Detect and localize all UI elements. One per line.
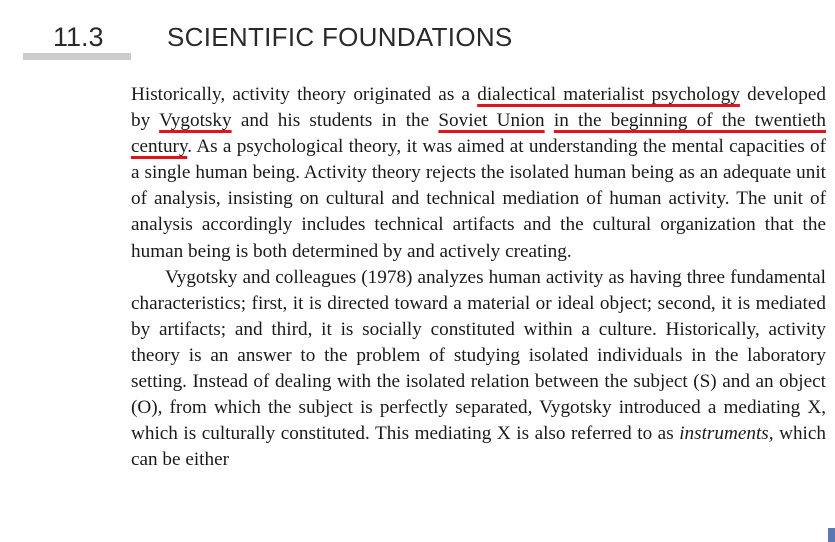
underline-annotation: Soviet Union (438, 110, 545, 132)
section-number: 11.3 (53, 22, 104, 52)
section-title: SCIENTIFIC FOUNDATIONS (167, 22, 513, 52)
paragraph-1-text: and his students in the (231, 110, 439, 132)
body-text (131, 82, 826, 473)
paragraph-1-text: Historically, activity theory originated as a (131, 84, 478, 105)
paragraph-2 (131, 265, 826, 474)
underline-annotation: Vygotsky (159, 110, 232, 132)
paragraph-2-text: Vygotsky and colleagues (1978) analyzes human activity as having three fundamental characteristics; first, it is directed toward a material or ideal object; second, it is mediated by artifacts; and third, it is socially constituted within a culture. Historically, activity theory is an answer to the problem of studying isolated individuals in the laboratory setting. Instead of dealing with the isolated relation between the subject (S) and an object (O), from which the subject is perfectly separated, Vygotsky introduced a mediating X, which is culturally constituted. This mediating X is also referred to as (131, 266, 826, 445)
paragraph-1-text (545, 110, 554, 131)
underline-annotation: in the beginning of the twentieth century (131, 110, 827, 158)
paragraph-1 (131, 82, 826, 265)
section-number-bar (23, 53, 131, 60)
paragraph-2-text: which can be either (131, 423, 826, 471)
scrollbar-corner (828, 528, 835, 542)
paragraph-1-text: developed by (131, 84, 826, 132)
paragraph-1-text: . As a psychological theory, it was aimed at understanding the mental capacities of a single human being. Activity theory rejects the isolated human being as an adequate unit of analysis, insisting on cultural and technical mediation of human activity. The unit of analysis accordingly includes technical artifacts and the cultural organization that the human being is both determined by and actively creating. (131, 136, 826, 262)
underline-annotation: dialectical materialist psychology (477, 84, 740, 105)
emphasis-term: instruments, (679, 423, 774, 445)
